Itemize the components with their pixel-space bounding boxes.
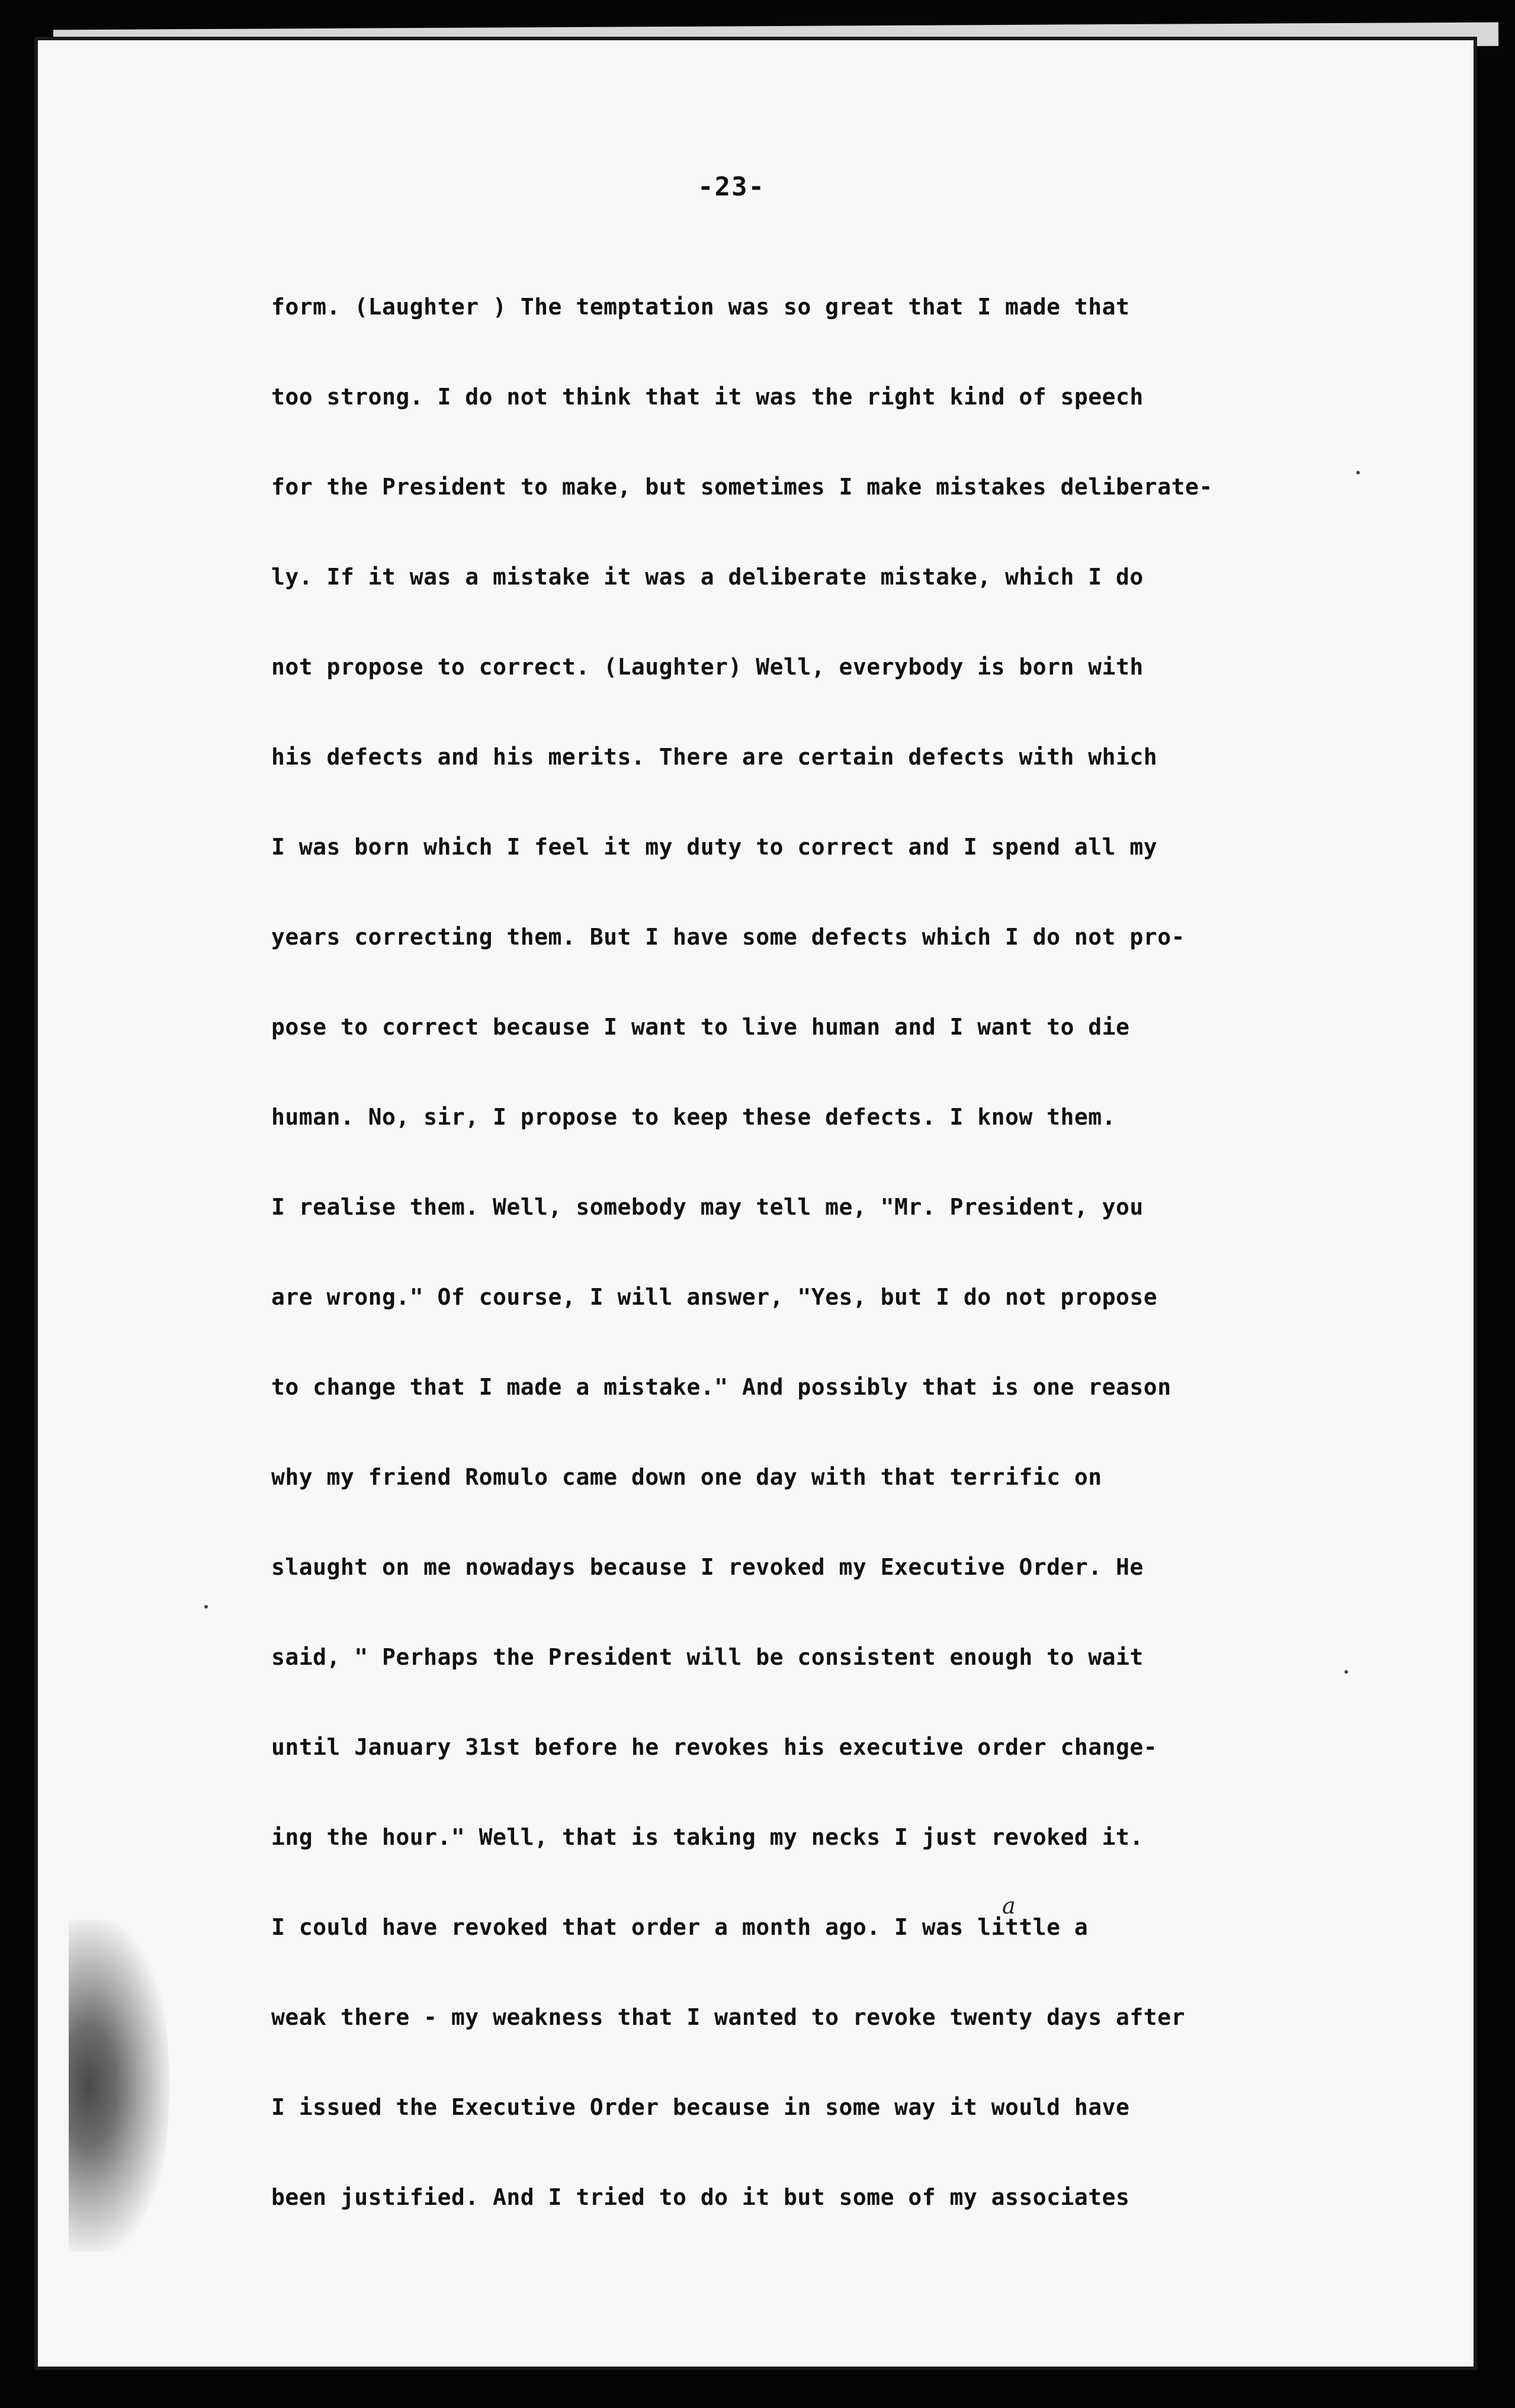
text-line: I issued the Executive Order because in some way it would have — [271, 2094, 1130, 2120]
text-line: human. No, sir, I propose to keep these defects. I know them. — [271, 1104, 1116, 1130]
text-line: why my friend Romulo came down one day with that terrific on — [271, 1464, 1102, 1490]
text-line: not propose to correct. (Laughter) Well, everybody is born with — [271, 654, 1144, 680]
text-line: I realise them. Well, somebody may tell me, "Mr. President, you — [271, 1194, 1144, 1220]
text-line: to change that I made a mistake." And possibly that is one reason — [271, 1374, 1171, 1400]
text-line: for the President to make, but sometimes I make mistakes deliberate- — [271, 474, 1213, 500]
paper-speck — [204, 1605, 208, 1608]
text-line: pose to correct because I want to live human and I want to die — [271, 1014, 1130, 1040]
text-line: been justified. And I tried to do it but some of my associates — [271, 2184, 1130, 2210]
text-line: ly. If it was a mistake it was a deliberate mistake, which I do — [271, 564, 1144, 590]
paper-speck — [1356, 471, 1360, 474]
text-line: until January 31st before he revokes his executive order change- — [271, 1734, 1158, 1760]
text-line: I was born which I feel it my duty to correct and I spend all my — [271, 834, 1158, 860]
text-line: years correcting them. But I have some defects which I do not pro- — [271, 924, 1185, 950]
edge-stain — [69, 1920, 169, 2252]
text-line: are wrong." Of course, I will answer, "Yes, but I do not propose — [271, 1284, 1158, 1310]
text-line: ing the hour." Well, that is taking my necks I just revoked it. — [271, 1824, 1144, 1850]
text-line: weak there - my weakness that I wanted to revoke twenty days after — [271, 2004, 1185, 2030]
text-line: form. (Laughter ) The temptation was so great that I made that — [271, 294, 1130, 320]
handwritten-insertion-mark: a — [1002, 1893, 1016, 1919]
page-number: -23- — [698, 172, 765, 202]
text-line: his defects and his merits. There are certain defects with which — [271, 744, 1158, 770]
text-line: too strong. I do not think that it was the right kind of speech — [271, 384, 1144, 410]
paper-speck — [1344, 1670, 1348, 1674]
typed-body-text — [271, 289, 1302, 2269]
text-line: said, " Perhaps the President will be consistent enough to wait — [271, 1644, 1144, 1670]
text-line: slaught on me nowadays because I revoked my Executive Order. He — [271, 1554, 1144, 1580]
text-line: I could have revoked that order a month ago. I was little a — [271, 1914, 1089, 1940]
